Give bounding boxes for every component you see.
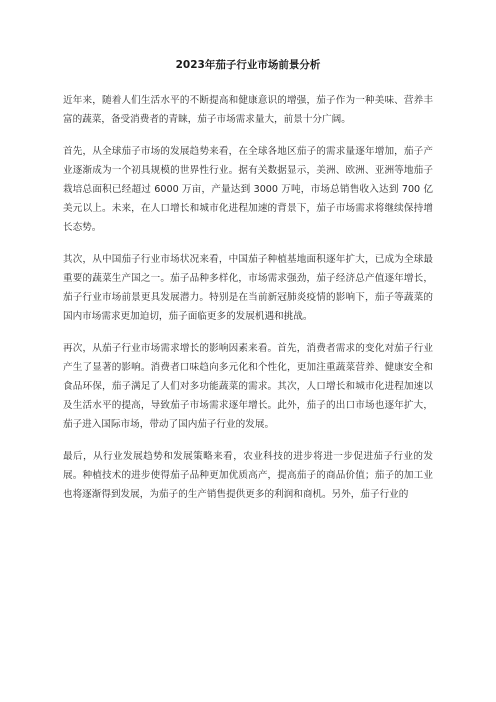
paragraph-development-trends: 最后，从行业发展趋势和发展策略来看，农业科技的进步将进一步促进茄子行业的发展。种植技术的进步使得茄子品种更加优质高产，提高茄子的商品价值；茄子的加工业也将逐渐得到发展，为茄子的生产销售提供更多的利润和商机。另外，茄子行业的 <box>63 451 433 500</box>
paragraph-demand-factors: 再次，从茄子行业市场需求增长的影响因素来看。首先，消费者需求的变化对茄子行业产生了显著的影响。消费者口味趋向多元化和个性化，更加注重蔬菜营养、健康安全和食品环保，茄子满足了人们对多功能蔬菜的需求。其次，人口增长和城市化进程加速以及生活水平的提高，导致茄子市场需求逐年增长。此外，茄子的出口市场也逐年扩大，茄子进入国际市场，带动了国内茄子行业的发展。 <box>63 343 433 430</box>
paragraph-intro: 近年来，随着人们生活水平的不断提高和健康意识的增强，茄子作为一种美味、营养丰富的蔬菜，备受消费者的青睐，茄子市场需求量大，前景十分广阔。 <box>63 95 433 125</box>
document-title: 2023年茄子行业市场前景分析 <box>175 59 321 71</box>
paragraph-china-market: 其次，从中国茄子行业市场状况来看，中国茄子种植基地面积逐年扩大，已成为全球最重要的蔬菜生产国之一。茄子品种多样化，市场需求强劲，茄子经济总产值逐年增长，茄子行业市场前景更具发展潜力。特别是在当前新冠肺炎疫情的影响下，茄子等蔬菜的国内市场需求更加迫切，茄子面临更多的发展机遇和挑战。 <box>63 254 433 322</box>
paragraph-global-market: 首先，从全球茄子市场的发展趋势来看，在全球各地区茄子的需求量逐年增加，茄子产业逐渐成为一个初具规模的世界性行业。据有关数据显示，美洲、欧洲、亚洲等地茄子栽培总面积已经超过 6000 万亩，产量达到 3000 万吨，市场总销售收入达到 700 亿美元以上。未来，在人口增长和城市化进程加速的背景下，茄子市场需求将继续保持增长态势。 <box>63 146 433 233</box>
